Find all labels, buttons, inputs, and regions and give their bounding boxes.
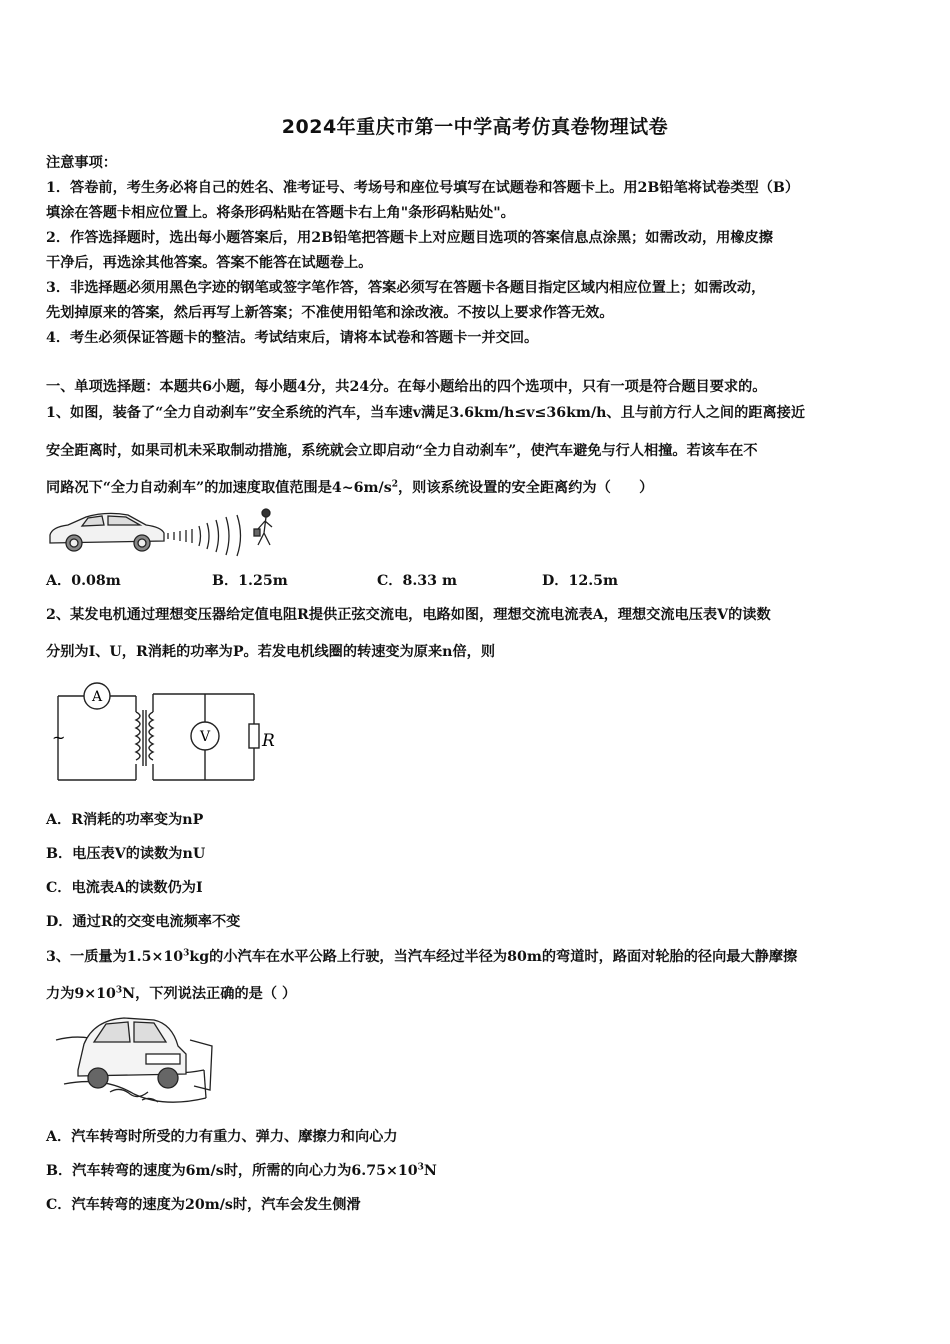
- ammeter-label: A: [91, 689, 103, 705]
- q3-line-1-sup: 3: [183, 948, 190, 959]
- q1-line-3b: ，则该系统设置的安全距离约为（ ）: [397, 480, 654, 496]
- notice-heading: 注意事项：: [46, 155, 117, 171]
- q3-option-b-a: B．汽车转弯的速度为6m/s时，所需的向心力为6.75×10: [46, 1163, 418, 1179]
- q1-line-1: 1、如图，装备了“全力自动刹车”安全系统的汽车，当车速v满足3.6km/h≤v≤36km/h、且与前方行人之间的距离接近: [46, 405, 806, 421]
- resistor-label: R: [262, 731, 275, 751]
- q2-line-1: 2、某发电机通过理想变压器给定值电阻R提供正弦交流电，电路如图，理想交流电流表A，理想交流电压表V的读数: [46, 607, 771, 623]
- notice-line-3b: 先划掉原来的答案，然后再写上新答案；不准使用铅笔和涂改液。不按以上要求作答无效。: [46, 305, 614, 321]
- q3-option-c[interactable]: C．汽车转弯的速度为20m/s时，汽车会发生侧滑: [46, 1197, 361, 1213]
- turning-car-figure: [54, 1010, 214, 1110]
- voltmeter-label: V: [199, 729, 211, 745]
- q3-line-2a: 力为9×10: [46, 986, 116, 1002]
- q3-option-a[interactable]: A．汽车转弯时所受的力有重力、弹力、摩擦力和向心力: [46, 1129, 398, 1145]
- notice-line-2b: 干净后，再选涂其他答案。答案不能答在试题卷上。: [46, 255, 373, 271]
- notice-line-1b: 填涂在答题卡相应位置上。将条形码粘贴在答题卡右上角"条形码粘贴处"。: [46, 205, 515, 221]
- q1-line-2: 安全距离时，如果司机未采取制动措施，系统就会立即启动“全力自动刹车”，使汽车避免与行人相撞。若该车在不: [46, 443, 758, 459]
- notice-line-1a: 1．答卷前，考生务必将自己的姓名、准考证号、考场号和座位号填写在试题卷和答题卡上。用2B铅笔将试卷类型（B）: [46, 180, 800, 196]
- q1-line-3a: 同路况下“全力自动刹车”的加速度取值范围是4~6m/s: [46, 480, 392, 496]
- q3-option-b-b: N: [423, 1163, 437, 1179]
- notice-line-3a: 3．非选择题必须用黑色字迹的钢笔或签字笔作答，答案必须写在答题卡各题目指定区域内相应位置上；如需改动，: [46, 280, 766, 296]
- q3-option-b-sup: 3: [417, 1162, 424, 1173]
- q2-option-a[interactable]: A．R消耗的功率变为nP: [46, 812, 204, 828]
- ac-source-label: ~: [52, 728, 66, 747]
- page-title: 2024年重庆市第一中学高考仿真卷物理试卷: [281, 116, 669, 138]
- q2-option-b[interactable]: B．电压表V的读数为nU: [46, 846, 206, 862]
- q3-line-2-sup: 3: [115, 985, 123, 996]
- q1-option-a[interactable]: A．0.08m: [46, 573, 121, 589]
- q3-line-1: [46, 946, 797, 966]
- q3-line-2: [46, 983, 296, 1003]
- q2-option-c[interactable]: C．电流表A的读数仍为I: [46, 880, 203, 896]
- car-pedestrian-figure: [46, 505, 286, 557]
- q3-line-2b: N，下列说法正确的是（ ）: [122, 986, 297, 1002]
- q3-option-b[interactable]: [46, 1160, 437, 1180]
- q1-option-c[interactable]: C．8.33 m: [377, 573, 457, 589]
- section-heading: 一、单项选择题：本题共6小题，每小题4分，共24分。在每小题给出的四个选项中，只有一项是符合题目要求的。: [46, 379, 767, 395]
- q3-line-1b: kg的小汽车在水平公路上行驶，当汽车经过半径为80m的弯道时，路面对轮胎的径向最大静摩擦: [189, 949, 798, 965]
- q1-option-d[interactable]: D．12.5m: [542, 573, 619, 589]
- circuit-diagram: [50, 680, 290, 786]
- q3-line-1a: 3、一质量为1.5×10: [46, 949, 184, 965]
- q2-option-d[interactable]: D．通过R的交变电流频率不变: [46, 914, 241, 930]
- q1-option-b[interactable]: B．1.25m: [212, 573, 288, 589]
- notice-line-2a: 2．作答选择题时，选出每小题答案后，用2B铅笔把答题卡上对应题目选项的答案信息点涂黑；如需改动，用橡皮擦: [46, 230, 773, 246]
- q1-line-3-sup: 2: [391, 479, 398, 490]
- q1-line-3: [46, 477, 653, 497]
- q2-line-2: 分别为I、U，R消耗的功率为P。若发电机线圈的转速变为原来n倍，则: [46, 644, 496, 660]
- notice-line-4: 4．考生必须保证答题卡的整洁。考试结束后，请将本试卷和答题卡一并交回。: [46, 330, 539, 346]
